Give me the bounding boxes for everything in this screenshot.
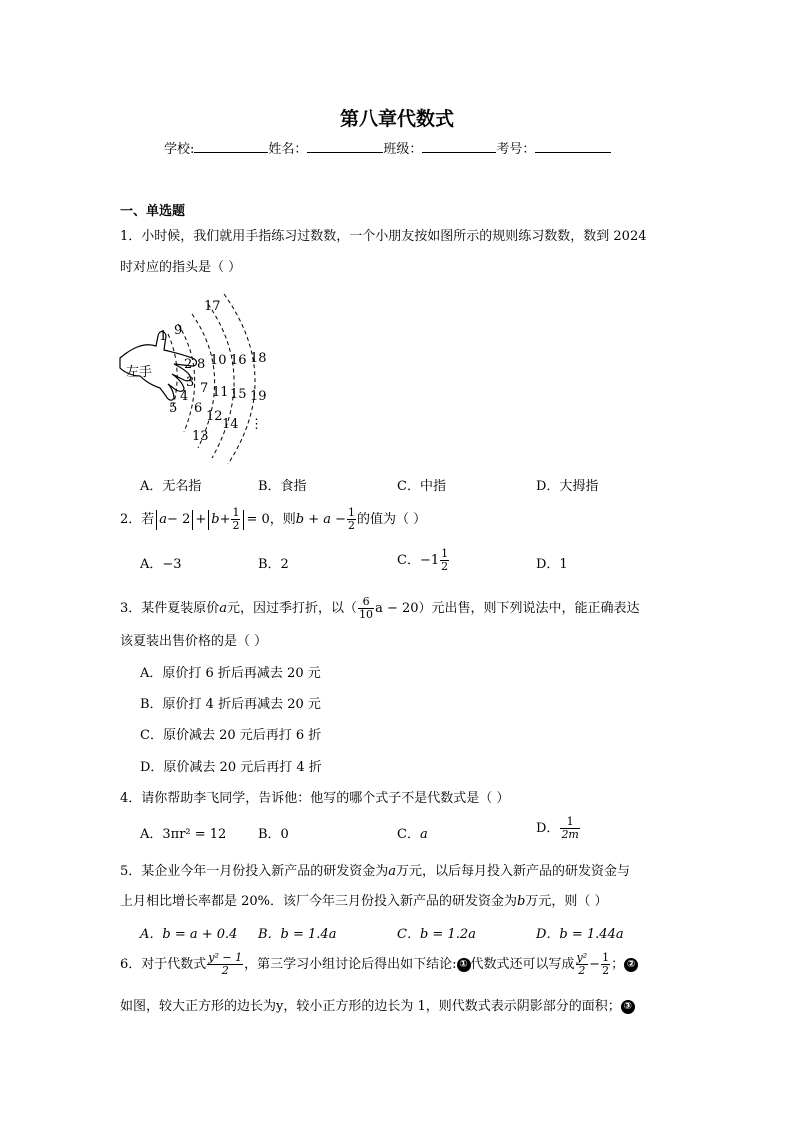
num-17: 17 [204,299,221,314]
frac-den: 2 [578,964,586,977]
q5-option-b[interactable]: B．b = 1.4a [258,927,337,942]
q2-var-a: a [159,512,168,527]
q2-stem [120,507,426,537]
num-15: 15 [230,387,247,402]
circled-1: ① [457,958,471,972]
q6-text-d: 如图，较大正方形的边长为y，较小正方形的边长为 1，则代数式表示阴影部分的面积； [120,999,621,1014]
frac-num: y² [576,951,588,964]
q5-option-a[interactable]: A．b = a + 0.4 [140,927,238,942]
frac-den: 2 [602,964,610,977]
q6-text-b: ，第三学习小组讨论后得出如下结论: [244,957,457,972]
q6-semi: ； [611,957,625,972]
abs-bar [192,510,193,530]
q4-option-d-label: D． [536,821,560,836]
arc-1 [168,334,177,410]
q2-option-c-fraction [440,548,449,573]
q2-eq0: = 0，则 [246,512,296,527]
q3-text-b: 元，因过季打折，以（ [227,601,358,616]
q5-text-b: 万元，以后每月投入新产品的研发资金与 [396,864,631,879]
num-8: 8 [197,357,206,372]
q2-option-a[interactable]: A．−3 [140,557,182,572]
name-field[interactable] [307,138,383,153]
q6-line1 [120,952,638,986]
q3-var-a: a [219,601,228,616]
frac-den: 2 [441,560,449,573]
frac-den: 2 [221,964,229,977]
num-1: 1 [159,329,168,344]
hand-counting-figure [112,290,282,465]
num-16: 16 [230,353,247,368]
q4-option-c-label: C． [397,827,420,842]
num-18: 18 [250,351,267,366]
frac-num: 1 [232,506,240,519]
num-2: 2 [184,357,193,372]
q4-option-c-var: a [419,827,428,842]
num-13: 13 [192,429,209,444]
q2-expr: b + a − [295,512,347,527]
abs-bar [156,510,157,530]
q1-option-b[interactable]: B．食指 [258,479,307,494]
arc-4 [208,304,234,458]
school-field[interactable] [194,138,268,153]
q2-tail: 的值为（ ） [357,512,427,527]
q3-text-a: 3．某件夏装原价 [120,601,220,616]
q5-text-d: 万元，则（ ） [525,894,608,909]
q2-option-c[interactable] [397,548,450,580]
q5-var-b: b [517,894,526,909]
q4-option-d[interactable] [536,816,581,850]
frac-den: 2m [561,828,579,841]
number-field[interactable] [535,138,611,153]
circled-3: ③ [621,1000,635,1014]
q6-minus: − [589,957,601,972]
q3-option-c[interactable]: C．原价减去 20 元后再打 6 折 [140,728,322,743]
class-label: 班级： [383,142,423,157]
num-5: 5 [169,401,178,416]
q1-option-a[interactable]: A．无名指 [140,479,202,494]
q2-var-b: b [211,512,220,527]
school-label: 学校: [164,142,195,157]
section-heading: 一、单选题 [120,204,186,219]
q5-text-a: 5．某企业今年一月份投入新产品的研发资金为 [120,864,389,879]
q4-option-c[interactable] [397,825,428,845]
q6-text-c: 代数式还可以写成 [470,957,575,972]
q4-option-a[interactable]: A．3πr² = 12 [140,827,227,842]
q5-var-a: a [388,864,397,879]
info-line [164,138,611,160]
frac-den: 10 [359,608,374,621]
frac-num: 1 [441,547,449,560]
q2-expr-fraction [347,507,356,532]
q3-option-b[interactable]: B．原价打 4 折后再减去 20 元 [140,697,321,712]
q6-fraction-2 [576,952,589,977]
frac-den: 2 [232,519,240,532]
num-19: 19 [250,389,267,404]
num-12: 12 [206,409,223,424]
num-10: 10 [210,353,227,368]
name-label: 姓名： [268,142,308,157]
q3-fraction [358,596,374,621]
num-6: 6 [194,401,203,416]
number-label: 考号： [496,142,536,157]
num-9: 9 [174,323,183,338]
hand-label: 左手 [126,365,153,380]
q3-line1 [120,596,640,626]
frac-den: 2 [348,519,356,532]
q6-fraction-1 [207,952,243,977]
class-field[interactable] [422,138,496,153]
q2-plus: + [195,512,207,527]
q2-prefix: 2．若 [120,512,155,527]
q5-line2 [120,892,608,912]
q3-line2: 该夏装出售价格的是（ ） [120,634,268,649]
q6-text-a: 6．对于代数式 [120,957,207,972]
num-11: 11 [212,385,229,400]
frac-num: 1 [348,506,356,519]
q4-option-d-fraction [560,816,579,841]
q3-option-d[interactable]: D．原价减去 20 元后再打 4 折 [140,760,322,775]
num-14: 14 [222,417,239,432]
q2-plus-half: + [219,512,231,527]
q1-line2: 时对应的指头是（ ） [120,260,242,275]
q2-option-b[interactable]: B．2 [258,557,289,572]
q1-line1: 1．小时候，我们就用手指练习过数数，一个小朋友按如图所示的规则练习数数，数到 2024 [120,229,647,244]
q6-fraction-3 [601,952,610,977]
q5-line1 [120,862,630,882]
q4-option-b[interactable]: B．0 [258,827,289,842]
q4-stem: 4．请你帮助李飞同学，告诉他：他写的哪个式子不是代数式是（ ） [120,791,510,806]
frac-num: y² − 1 [208,951,243,964]
num-4: 4 [180,389,189,404]
page-title: 第八章代数式 [339,108,454,130]
num-7: 7 [200,381,209,396]
circled-2: ② [624,958,638,972]
num-3: 3 [186,375,195,390]
q2-minus2: − 2 [167,512,191,527]
q2-half-fraction [231,507,240,532]
arc-5 [224,294,255,464]
num-ellipsis: ⋮ [250,417,263,432]
q3-option-a[interactable]: A．原价打 6 折后再减去 20 元 [140,666,321,681]
q2-option-d[interactable]: D．1 [536,557,568,572]
q3-text-c: a − 20）元出售，则下列说法中，能正确表达 [375,601,640,616]
q1-option-c[interactable]: C．中指 [397,479,446,494]
frac-num: 1 [560,816,579,829]
q5-text-c: 上月相比增长率都是 20%．该厂今年三月份投入新产品的研发资金为 [120,894,518,909]
q1-option-d[interactable]: D．大拇指 [536,479,599,494]
q6-line2 [120,997,635,1017]
abs-bar [208,510,209,530]
q5-option-c[interactable]: C．b = 1.2a [397,927,476,942]
frac-num: 1 [602,951,610,964]
q5-option-d[interactable]: D．b = 1.44a [536,927,624,942]
frac-num: 6 [358,596,374,609]
q2-option-c-prefix: C．−1 [397,553,440,568]
abs-bar [243,510,244,530]
